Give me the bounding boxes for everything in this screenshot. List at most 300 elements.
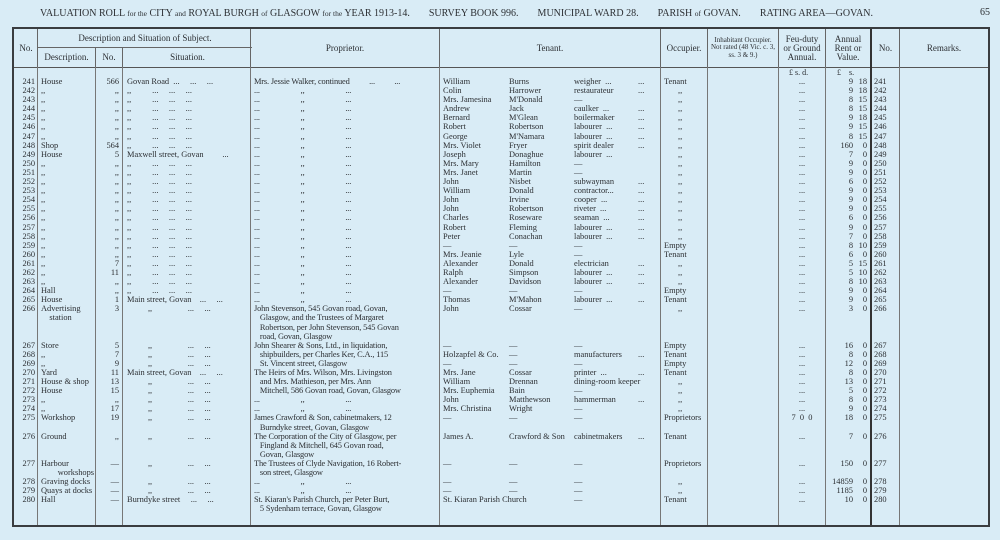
row-number: 268	[22, 349, 35, 359]
proprietor: ... ,, ...	[254, 286, 352, 296]
tenant-first-name: Thomas	[443, 295, 470, 305]
tenant-first-name: Charles	[443, 213, 469, 223]
rent-shillings: 0	[862, 458, 867, 468]
row-number-right: 250	[874, 158, 887, 168]
tenant-occupation: caulker ...	[574, 104, 610, 114]
proprietor: ... ,, ...	[254, 404, 352, 414]
feu-duty: ...	[798, 177, 806, 187]
description: ,,	[41, 240, 46, 250]
street-number: —	[110, 486, 119, 496]
feu-duty: ...	[798, 349, 806, 359]
rent-shillings: 0	[862, 222, 867, 232]
description: ,,	[41, 358, 46, 368]
situation: ,, ... ... ...	[127, 186, 192, 196]
table-row	[14, 341, 988, 350]
situation: ,, ... ...	[127, 340, 211, 350]
tenant-dots: ...	[638, 368, 645, 378]
tenant-occupation: hammerman	[574, 395, 616, 405]
feu-duty: ...	[798, 249, 806, 259]
rent-shillings: 0	[862, 158, 867, 168]
rent-pounds: 16	[844, 340, 853, 350]
tenant-dots: ...	[638, 231, 645, 241]
proprietor: ... ,, ...	[254, 258, 352, 268]
rent-pounds: 7	[848, 149, 853, 159]
rent-pounds: 9	[848, 186, 853, 196]
tenant-surname: Donaghue	[509, 149, 544, 159]
occupier: Proprietors	[664, 458, 702, 468]
situation: ,, ... ... ...	[127, 213, 192, 223]
tenant-occupation: printer ...	[574, 368, 607, 378]
tenant-occupation: restaurateur	[574, 86, 614, 96]
col-no-right: No.	[870, 29, 899, 67]
row-number: 270	[22, 368, 35, 378]
row-number-right: 276	[874, 431, 887, 441]
row-number: 279	[22, 486, 35, 496]
street-number: 566	[106, 77, 119, 86]
rent-pounds: 8	[848, 368, 853, 378]
description: Quays at docks	[41, 486, 93, 496]
description: ,,	[41, 177, 46, 187]
row-number-right: 268	[874, 349, 887, 359]
table-row	[14, 122, 988, 131]
feu-duty: ...	[798, 195, 806, 205]
row-number: 261	[22, 258, 35, 268]
rent-shillings: 0	[862, 477, 867, 487]
description: Ground	[41, 431, 67, 441]
row-number-right: 256	[874, 213, 887, 223]
situation: ,, ... ...	[127, 395, 211, 405]
situation: ,, ... ... ...	[127, 277, 192, 287]
street-number: ,,	[114, 131, 119, 141]
rent-pounds: 8	[848, 349, 853, 359]
situation: ,, ... ... ...	[127, 258, 192, 268]
rent-pounds: 8	[848, 395, 853, 405]
tenant-first-name: Ralph	[443, 267, 464, 277]
table-row	[14, 104, 988, 113]
valuation-table	[12, 27, 990, 527]
tenant-occupation: contractor...	[574, 186, 614, 196]
row-number: 258	[22, 231, 35, 241]
tenant-surname: M'Mahon	[509, 295, 542, 305]
row-number-right: 263	[874, 277, 887, 287]
tenant-first-name: —	[443, 413, 452, 423]
rent-pounds: 7	[848, 431, 853, 441]
feu-duty: ...	[798, 386, 806, 396]
occupier: ,,	[678, 177, 683, 187]
tenant-occupation: cooper ...	[574, 195, 608, 205]
table-row	[14, 304, 988, 340]
feu-duty: ...	[798, 340, 806, 350]
description: ,,	[41, 204, 46, 214]
table-row	[14, 232, 988, 241]
tenant-surname: Martin	[509, 167, 532, 177]
feu-duty: ...	[798, 231, 806, 241]
proprietor: ... ,, ...	[254, 486, 352, 496]
col-feu-duty: Feu-duty or Ground Annual.	[778, 29, 825, 67]
occupier: ,,	[678, 258, 683, 268]
tenant-first-name: Mrs. Christina	[443, 404, 492, 414]
rating-area: RATING AREA—GOVAN.	[759, 8, 873, 19]
street-number: —	[110, 477, 119, 487]
row-number-right: 249	[874, 149, 887, 159]
rent-pounds: 9	[848, 77, 853, 86]
description: House	[41, 386, 63, 396]
col-inhabitant-occupier: Inhabitant Occupier. Not rated (48 Vic. c. 3, ss. 3 & 9.)	[707, 29, 778, 67]
title-text: for the	[127, 9, 148, 18]
tenant-occupation: riveter ...	[574, 204, 607, 214]
tenant-dots: ...	[638, 122, 645, 132]
street-number: —	[110, 495, 119, 505]
row-number-right: 269	[874, 358, 887, 368]
street-number: ,,	[114, 249, 119, 259]
occupier: ,,	[678, 267, 683, 277]
rent-pounds: 10	[844, 495, 853, 505]
rent-pounds: 13	[844, 377, 853, 387]
row-number: 247	[22, 131, 35, 141]
description: House	[41, 295, 63, 305]
proprietor: ... ,, ...	[254, 213, 352, 223]
tenant-surname: —	[509, 349, 518, 359]
rent-shillings: 0	[862, 304, 867, 314]
tenant-surname: Irvine	[509, 195, 529, 205]
rent-shillings: 0	[862, 395, 867, 405]
occupier: ,,	[678, 304, 683, 314]
rent-shillings: 15	[858, 258, 867, 268]
row-number-right: 243	[874, 95, 887, 105]
situation: ,, ... ... ...	[127, 140, 192, 150]
rent-shillings: 0	[862, 140, 867, 150]
tenant-first-name: St. Kiaran Parish Church	[443, 495, 527, 505]
occupier: Empty	[664, 286, 687, 296]
street-number: 11	[110, 267, 119, 277]
tenant-occupation: —	[574, 249, 583, 259]
tenant-dots: ...	[638, 113, 645, 123]
row-number-right: 247	[874, 131, 887, 141]
col-number: No.	[95, 48, 122, 67]
parish: of	[694, 9, 701, 18]
proprietor: ... ,, ...	[254, 131, 352, 141]
table-row	[14, 368, 988, 377]
tenant-first-name: John	[443, 177, 459, 187]
rent-shillings: 0	[862, 386, 867, 396]
occupier: ,,	[678, 158, 683, 168]
rent-shillings: 0	[862, 404, 867, 414]
occupier: ,,	[678, 167, 683, 177]
occupier: Empty	[664, 358, 687, 368]
occupier: ,,	[678, 231, 683, 241]
proprietor: ... ,, ...	[254, 140, 352, 150]
col-annual-rent: Annual Rent or Value.	[825, 29, 870, 67]
tenant-dots: ...	[638, 431, 645, 441]
row-number-right: 266	[874, 304, 887, 314]
tenant-surname: Harrower	[509, 86, 542, 96]
occupier: ,,	[678, 477, 683, 487]
street-number: ,,	[114, 113, 119, 123]
row-number: 243	[22, 95, 35, 105]
occupier: ,,	[678, 386, 683, 396]
rent-shillings: 0	[862, 167, 867, 177]
street-number: ,,	[114, 122, 119, 132]
tenant-occupation: —	[574, 386, 583, 396]
rent-shillings: 0	[862, 295, 867, 305]
rent-shillings: 0	[862, 413, 867, 423]
tenant-first-name: Robert	[443, 222, 466, 232]
occupier: Tenant	[664, 368, 687, 378]
feu-duty: ...	[798, 140, 806, 150]
description: Harbour workshops	[41, 458, 95, 478]
tenant-surname: —	[509, 286, 518, 296]
tenant-dots: ...	[638, 195, 645, 205]
col-remarks: Remarks.	[899, 29, 988, 67]
feu-duty: ...	[798, 86, 806, 96]
tenant-first-name: John	[443, 304, 459, 314]
rent-pounds: 7	[848, 231, 853, 241]
row-number-right: 280	[874, 495, 887, 505]
col-situation: Situation.	[122, 48, 252, 67]
occupier: ,,	[678, 486, 683, 496]
street-number: ,,	[114, 167, 119, 177]
table-row	[14, 359, 988, 368]
occupier: Empty	[664, 340, 687, 350]
rent-pounds: 5	[848, 267, 853, 277]
tenant-first-name: —	[443, 458, 452, 468]
row-number-right: 271	[874, 377, 887, 387]
tenant-surname: Cossar	[509, 304, 532, 314]
description: ,,	[41, 86, 46, 96]
row-number-right: 257	[874, 222, 887, 232]
row-number-right: 253	[874, 186, 887, 196]
rent-pounds: 8	[848, 104, 853, 114]
situation: ,, ... ... ...	[127, 86, 192, 96]
rent-shillings: 0	[862, 349, 867, 359]
table-row	[14, 295, 988, 304]
occupier: Proprietors	[664, 413, 702, 423]
tenant-dots: ...	[638, 186, 645, 196]
situation: ,, ... ...	[127, 386, 211, 396]
rent-pounds: 9	[848, 195, 853, 205]
title-text: ROYAL BURGH	[188, 8, 259, 19]
feu-duty: ...	[798, 295, 806, 305]
tenant-first-name: Mrs. Mary	[443, 158, 479, 168]
tenant-occupation: —	[574, 413, 583, 423]
table-row	[14, 177, 988, 186]
tenant-occupation: —	[574, 286, 583, 296]
feu-duty: ...	[798, 213, 806, 223]
street-number: ,,	[114, 231, 119, 241]
description: Hall	[41, 495, 56, 505]
feu-duty: ...	[798, 304, 806, 314]
description: ,,	[41, 404, 46, 414]
description: House & shop	[41, 377, 89, 387]
proprietor: ... ,, ...	[254, 86, 352, 96]
rent-shillings: 0	[862, 486, 867, 496]
occupier: ,,	[678, 95, 683, 105]
tenant-first-name: George	[443, 131, 468, 141]
tenant-surname: M'Donald	[509, 95, 543, 105]
proprietor: St. Kiaran's Parish Church, per Peter Burt, 5 Sydenham terrace, Govan, Glasgow	[254, 495, 390, 514]
proprietor: ... ,, ...	[254, 122, 352, 132]
tenant-surname: Nisbet	[509, 177, 531, 187]
tenant-occupation: —	[574, 167, 583, 177]
proprietor: ... ,, ...	[254, 113, 352, 123]
row-number-right: 255	[874, 204, 887, 214]
description: House	[41, 77, 63, 86]
proprietor: St. Vincent street, Glasgow	[254, 358, 348, 368]
feu-duty: ...	[798, 204, 806, 214]
rent-pounds: 3	[848, 304, 853, 314]
table-row	[14, 95, 988, 104]
rent-shillings: 0	[862, 495, 867, 505]
rent-shillings: 0	[862, 358, 867, 368]
table-header	[14, 29, 988, 68]
table-row	[14, 159, 988, 168]
table-row	[14, 213, 988, 222]
rent-shillings: 0	[862, 231, 867, 241]
row-number-right: 277	[874, 458, 887, 468]
rent-pounds: 5	[848, 258, 853, 268]
tenant-first-name: Alexander	[443, 258, 478, 268]
tenant-surname: Drennan	[509, 377, 538, 387]
rent-shillings: 0	[862, 204, 867, 214]
feu-duty: ...	[798, 222, 806, 232]
table-row	[14, 268, 988, 277]
rent-shillings: 18	[858, 86, 867, 96]
row-number-right: 278	[874, 477, 887, 487]
description: ,,	[41, 158, 46, 168]
occupier: ,,	[678, 204, 683, 214]
title-text: YEAR 1913-14.	[344, 8, 410, 19]
description: ,,	[41, 258, 46, 268]
situation: Govan Road ... ... ...	[127, 77, 214, 86]
tenant-dots: ...	[638, 267, 645, 277]
description: ,,	[41, 349, 46, 359]
table-row	[14, 286, 988, 295]
rent-pounds: 9	[848, 222, 853, 232]
street-number: 7	[114, 349, 119, 359]
row-number: 278	[22, 477, 35, 487]
rent-pounds: 6	[848, 249, 853, 259]
feu-duty: ...	[798, 186, 806, 196]
tenant-occupation: —	[574, 495, 583, 505]
feu-duty: ...	[798, 258, 806, 268]
situation: ,, ... ... ...	[127, 249, 192, 259]
situation: Burndyke street ... ...	[127, 495, 214, 505]
row-number: 244	[22, 104, 35, 114]
table-row	[14, 386, 988, 395]
table-row	[14, 86, 988, 95]
row-number-right: 275	[874, 413, 887, 423]
table-row	[14, 150, 988, 159]
description: ,,	[41, 195, 46, 205]
table-row	[14, 132, 988, 141]
tenant-surname: Matthewson	[509, 395, 551, 405]
description: ,,	[41, 231, 46, 241]
proprietor: ... ,, ...	[254, 267, 352, 277]
row-number-right: 273	[874, 395, 887, 405]
rent-shillings: 18	[858, 113, 867, 123]
situation: ,, ... ...	[127, 486, 211, 496]
row-number-right: 241	[874, 77, 887, 86]
occupier: Tenant	[664, 431, 687, 441]
rent-shillings: 0	[862, 431, 867, 441]
occupier: ,,	[678, 277, 683, 287]
proprietor: ... ,, ...	[254, 177, 352, 187]
tenant-surname: —	[509, 358, 518, 368]
situation: ,, ... ... ...	[127, 104, 192, 114]
tenant-dots: ...	[638, 258, 645, 268]
street-number: 15	[110, 386, 119, 396]
tenant-first-name: James A.	[443, 431, 474, 441]
street-number: ,,	[114, 177, 119, 187]
situation: ,, ... ...	[127, 377, 211, 387]
feu-duty: ...	[798, 477, 806, 487]
tenant-first-name: Mrs. Euphemia	[443, 386, 495, 396]
situation: ,, ... ...	[127, 477, 211, 487]
street-number: 564	[106, 140, 119, 150]
proprietor: ... ,, ...	[254, 395, 352, 405]
proprietor: ... ,, ...	[254, 195, 352, 205]
occupier: Tenant	[664, 495, 687, 505]
tenant-first-name: William	[443, 377, 471, 387]
feu-duty: ...	[798, 240, 806, 250]
rent-pounds: 8	[848, 240, 853, 250]
tenant-surname: —	[509, 340, 518, 350]
description: Yard	[41, 368, 57, 378]
description: ,,	[41, 104, 46, 114]
row-number: 267	[22, 340, 35, 350]
tenant-occupation: —	[574, 477, 583, 487]
tenant-surname: Jack	[509, 104, 524, 114]
tenant-surname: M'Namara	[509, 131, 545, 141]
row-number: 280	[22, 495, 35, 505]
row-number-right: 248	[874, 140, 887, 150]
table-row	[14, 195, 988, 204]
tenant-first-name: Peter	[443, 231, 461, 241]
occupier: ,,	[678, 140, 683, 150]
row-number: 254	[22, 195, 35, 205]
row-number: 269	[22, 358, 35, 368]
tenant-occupation: —	[574, 458, 583, 468]
tenant-surname: —	[509, 477, 518, 487]
proprietor: ... ,, ...	[254, 240, 352, 250]
tenant-surname: Conachan	[509, 231, 543, 241]
tenant-dots: ...	[638, 140, 645, 150]
rent-shillings: 18	[858, 77, 867, 86]
tenant-occupation: —	[574, 486, 583, 496]
row-number-right: 245	[874, 113, 887, 123]
title-text: GLASGOW	[270, 8, 320, 19]
situation: ,, ... ... ...	[127, 122, 192, 132]
tenant-occupation: labourer ...	[574, 222, 613, 232]
street-number: ,,	[114, 395, 119, 405]
rent-pounds: 9	[848, 295, 853, 305]
rent-shillings: 10	[858, 267, 867, 277]
rent-pounds: 18	[844, 413, 853, 423]
situation: ,, ... ...	[127, 404, 211, 414]
street-number: ,,	[114, 186, 119, 196]
street-number: ,,	[114, 158, 119, 168]
table-row	[14, 277, 988, 286]
proprietor: John Shearer & Sons, Ltd., in liquidation,	[254, 340, 388, 350]
row-number: 245	[22, 113, 35, 123]
situation: ,, ... ... ...	[127, 204, 192, 214]
feu-units: £ s. d.	[789, 68, 809, 77]
street-number: 11	[110, 368, 119, 378]
tenant-first-name: —	[443, 240, 452, 250]
situation: ,, ... ...	[127, 413, 211, 423]
tenant-surname: Hamilton	[509, 158, 541, 168]
proprietor: ... ,, ...	[254, 231, 352, 241]
